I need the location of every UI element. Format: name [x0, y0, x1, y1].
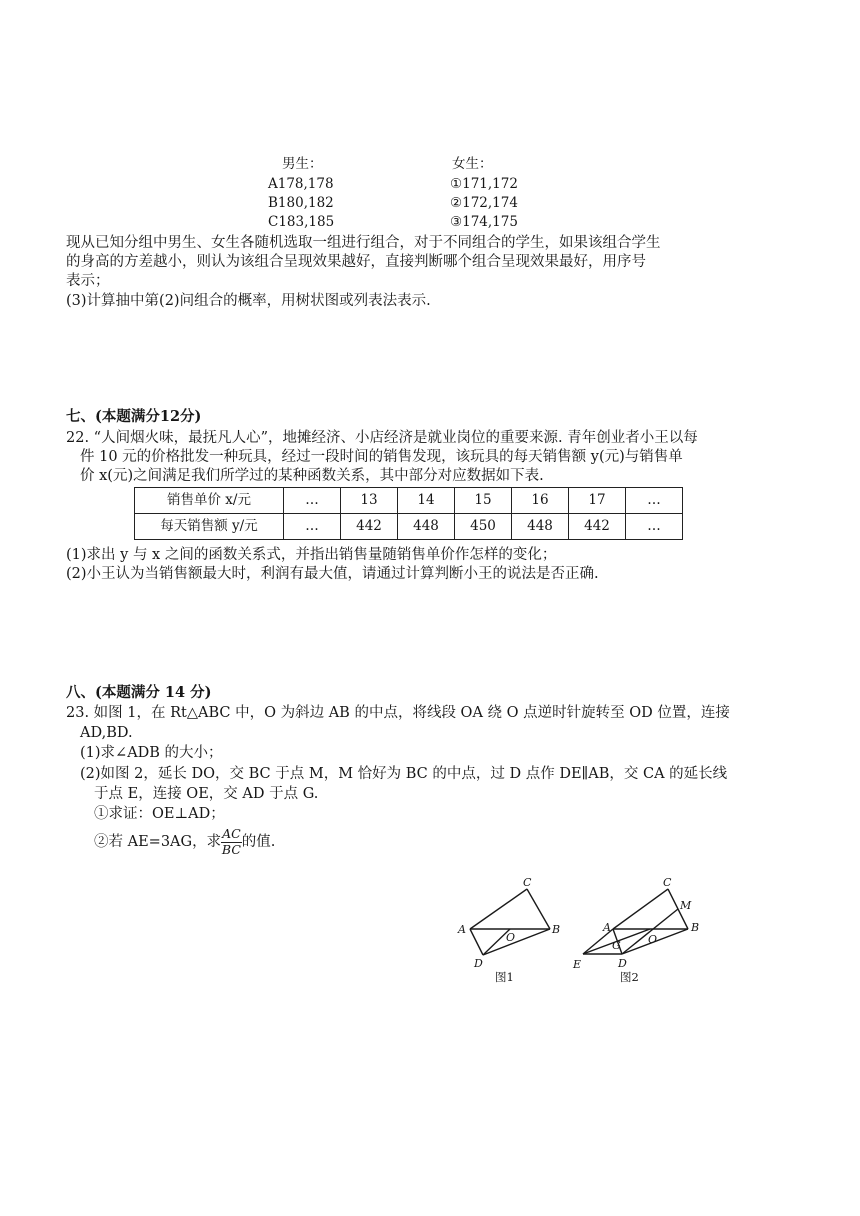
- table-cell: 16: [512, 488, 569, 514]
- table-cell: 15: [455, 488, 512, 514]
- fig2-label-b: B: [691, 921, 700, 934]
- q22-text-line: 22. “人间烟火味，最抚凡人心”，地摊经济、小店经济是就业岗位的重要来源. 青年创业者小王以每: [66, 430, 698, 446]
- female-header: 女生：: [452, 156, 493, 172]
- ac-over-bc-fraction: [221, 828, 242, 856]
- table-cell-ellipsis: …: [284, 488, 341, 514]
- female-item: ①171,172: [450, 176, 518, 192]
- table-cell-ellipsis: …: [626, 488, 683, 514]
- table-cell: 17: [569, 488, 626, 514]
- figure-2-diagram: [570, 875, 710, 985]
- female-item: ③174,175: [450, 214, 518, 230]
- q21-text-line: 现从已知分组中男生、女生各随机选取一组进行组合，对于不同组合的学生，如果该组合学生: [66, 235, 661, 251]
- q21-text-line: 的身高的方差越小，则认为该组合呈现效果越好，直接判断哪个组合呈现效果最好，用序号: [66, 254, 646, 270]
- table-cell: 13: [341, 488, 398, 514]
- fig2-label-g: G: [612, 939, 621, 952]
- fig2-label-e: E: [573, 958, 582, 971]
- table-cell: 450: [455, 514, 512, 540]
- q22-text-line: 件 10 元的价格批发一种玩具，经过一段时间的销售发现，该玩具的每天销售额 y(元)与销售单: [80, 449, 683, 465]
- male-item: C183,185: [268, 214, 335, 230]
- q23-text-line: 23. 如图 1，在 Rt△ABC 中，O 为斜边 AB 的中点，将线段 OA 绕 O 点逆时针旋转至 OD 位置，连接: [66, 705, 730, 721]
- table-row: [135, 514, 683, 540]
- fig1-label-o: O: [506, 931, 516, 944]
- q23-part2-line: 于点 E，连接 OE，交 AD 于点 G.: [94, 786, 319, 802]
- q23-sub2-suffix: 的值.: [241, 834, 276, 850]
- table-row-label: 每天销售额 y/元: [135, 514, 284, 540]
- table-cell: 448: [398, 514, 455, 540]
- fig2-label-o: O: [648, 933, 658, 946]
- figure-1-caption: 图1: [495, 970, 514, 984]
- q21-text-line: 表示；: [66, 273, 110, 289]
- fig2-label-a: A: [603, 921, 611, 934]
- fig2-label-c: C: [663, 876, 672, 889]
- q22-part1: (1)求出 y 与 x 之间的函数关系式，并指出销售量随销售单价作怎样的变化；: [66, 547, 557, 563]
- table-cell: 442: [341, 514, 398, 540]
- figure-1-diagram: [450, 875, 570, 985]
- fig1-label-b: B: [552, 923, 561, 936]
- section-8-title: 八、(本题满分 14 分): [66, 684, 212, 701]
- fraction-numerator: AC: [222, 826, 241, 841]
- fig2-label-d: D: [618, 957, 627, 970]
- table-cell: 442: [569, 514, 626, 540]
- fig1-label-c: C: [523, 876, 532, 889]
- table-cell: 14: [398, 488, 455, 514]
- fraction-denominator: BC: [221, 841, 241, 857]
- q23-sub2: [94, 828, 275, 856]
- fig1-label-a: A: [458, 923, 466, 936]
- table-row-label: 销售单价 x/元: [135, 488, 284, 514]
- q21-part3: (3)计算抽中第(2)问组合的概率，用树状图或列表法表示.: [66, 293, 431, 309]
- table-cell: 448: [512, 514, 569, 540]
- table-row: [135, 488, 683, 514]
- fig1-label-d: D: [474, 957, 483, 970]
- figure-2-caption: 图2: [620, 970, 639, 984]
- male-header: 男生：: [282, 156, 323, 172]
- fig2-label-m: M: [680, 899, 692, 912]
- q23-text-line: AD,BD.: [80, 725, 133, 741]
- female-item: ②172,174: [450, 195, 518, 211]
- male-item: B180,182: [268, 195, 334, 211]
- q23-sub2-prefix: ②若 AE=3AG，求: [94, 834, 222, 850]
- q22-text-line: 价 x(元)之间满足我们所学过的某种函数关系，其中部分对应数据如下表.: [80, 468, 544, 484]
- q23-part2-line: (2)如图 2，延长 DO，交 BC 于点 M，M 恰好为 BC 的中点，过 D 点作 DE∥AB，交 CA 的延长线: [80, 766, 728, 782]
- q23-sub1: ①求证：OE⊥AD；: [94, 806, 225, 822]
- q22-part2: (2)小王认为当销售额最大时，利润有最大值，请通过计算判断小王的说法是否正确.: [66, 566, 599, 582]
- section-7-title: 七、(本题满分12分): [66, 408, 202, 425]
- q23-part1: (1)求∠ADB 的大小；: [80, 745, 223, 761]
- table-cell-ellipsis: …: [626, 514, 683, 540]
- sales-table: [134, 487, 683, 540]
- table-cell-ellipsis: …: [284, 514, 341, 540]
- male-item: A178,178: [268, 176, 334, 192]
